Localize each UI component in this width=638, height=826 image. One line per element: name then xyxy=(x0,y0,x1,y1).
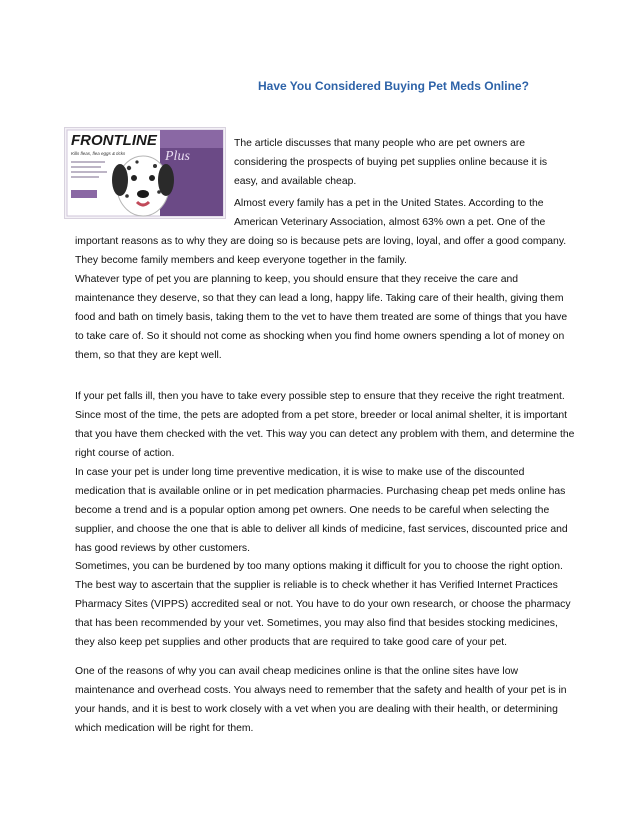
svg-text:Kills fleas, flea eggs & ticks: Kills fleas, flea eggs & ticks xyxy=(71,151,126,156)
svg-text:FRONTLINE: FRONTLINE xyxy=(71,132,157,149)
product-image xyxy=(64,127,226,219)
paragraph-6: Sometimes, you can be burdened by too many options making it difficult for you to choose the right option. The best way to ascertain that the supplier is reliable is to check whether it has Verified Internet Practices Pharmacy Sites (VIPPS) accredited seal or not. You have to do your own research, or choose the pharmacy that has been recommended by your vet. Sometimes, you may also find that besides stocking medicines, they also keep pet supplies and other products that are required to take good care of your pet. xyxy=(75,561,571,648)
intro-paragraph: The article discusses that many people who are pet owners are considering the prospects of buying pet supplies online because it is easy, and available cheap. xyxy=(234,138,548,187)
svg-text:Plus: Plus xyxy=(165,149,190,164)
paragraph-3: Whatever type of pet you are planning to keep, you should ensure that they receive the care and maintenance they deserve, so that they can lead a long, happy life. Taking care of their health, giving them food and bath on timely basis, taking them to the vet to have them treated are some of things that you have to take care of. So it should not come as shocking when you find home owners spending a lot of money on them, so that they are kept well. xyxy=(75,274,568,361)
frontline-box-icon xyxy=(65,128,225,218)
paragraph-2-continued: important reasons as to why they are doing so is because pets are loving, loyal, and offer a good company. They become family members and keep everyone together in the family. xyxy=(75,236,567,266)
paragraph-4: If your pet falls ill, then you have to take every possible step to ensure that they receive the right treatment. Since most of the time, the pets are adopted from a pet store, breeder or local animal shelter, it is important that you have them checked with the vet. This way you can detect any problem with them, and determine the right course of action. xyxy=(75,391,575,459)
paragraph-2-wrapped: Almost every family has a pet in the United States. According to the American Veterinary Association, almost 63% own a pet. One of the xyxy=(234,198,546,228)
article-title: Have You Considered Buying Pet Meds Online? xyxy=(258,79,529,93)
paragraph-7: One of the reasons of why you can avail cheap medicines online is that the online sites have low maintenance and overhead costs. You always need to remember that the safety and health of your pet is in your hands, and it is best to work closely with a vet when you are dealing with their health, or determining which medication will be right for them. xyxy=(75,666,567,734)
paragraph-5: In case your pet is under long time preventive medication, it is wise to make use of the discounted medication that is available online or in pet medication pharmacies. Purchasing cheap pet meds online has become a trend and is a popular option among pet owners. One needs to be careful when selecting the supplier, and choose the one that is able to deliver all kinds of medicine, fast services, discounted price and has good reviews by other customers. xyxy=(75,467,568,554)
